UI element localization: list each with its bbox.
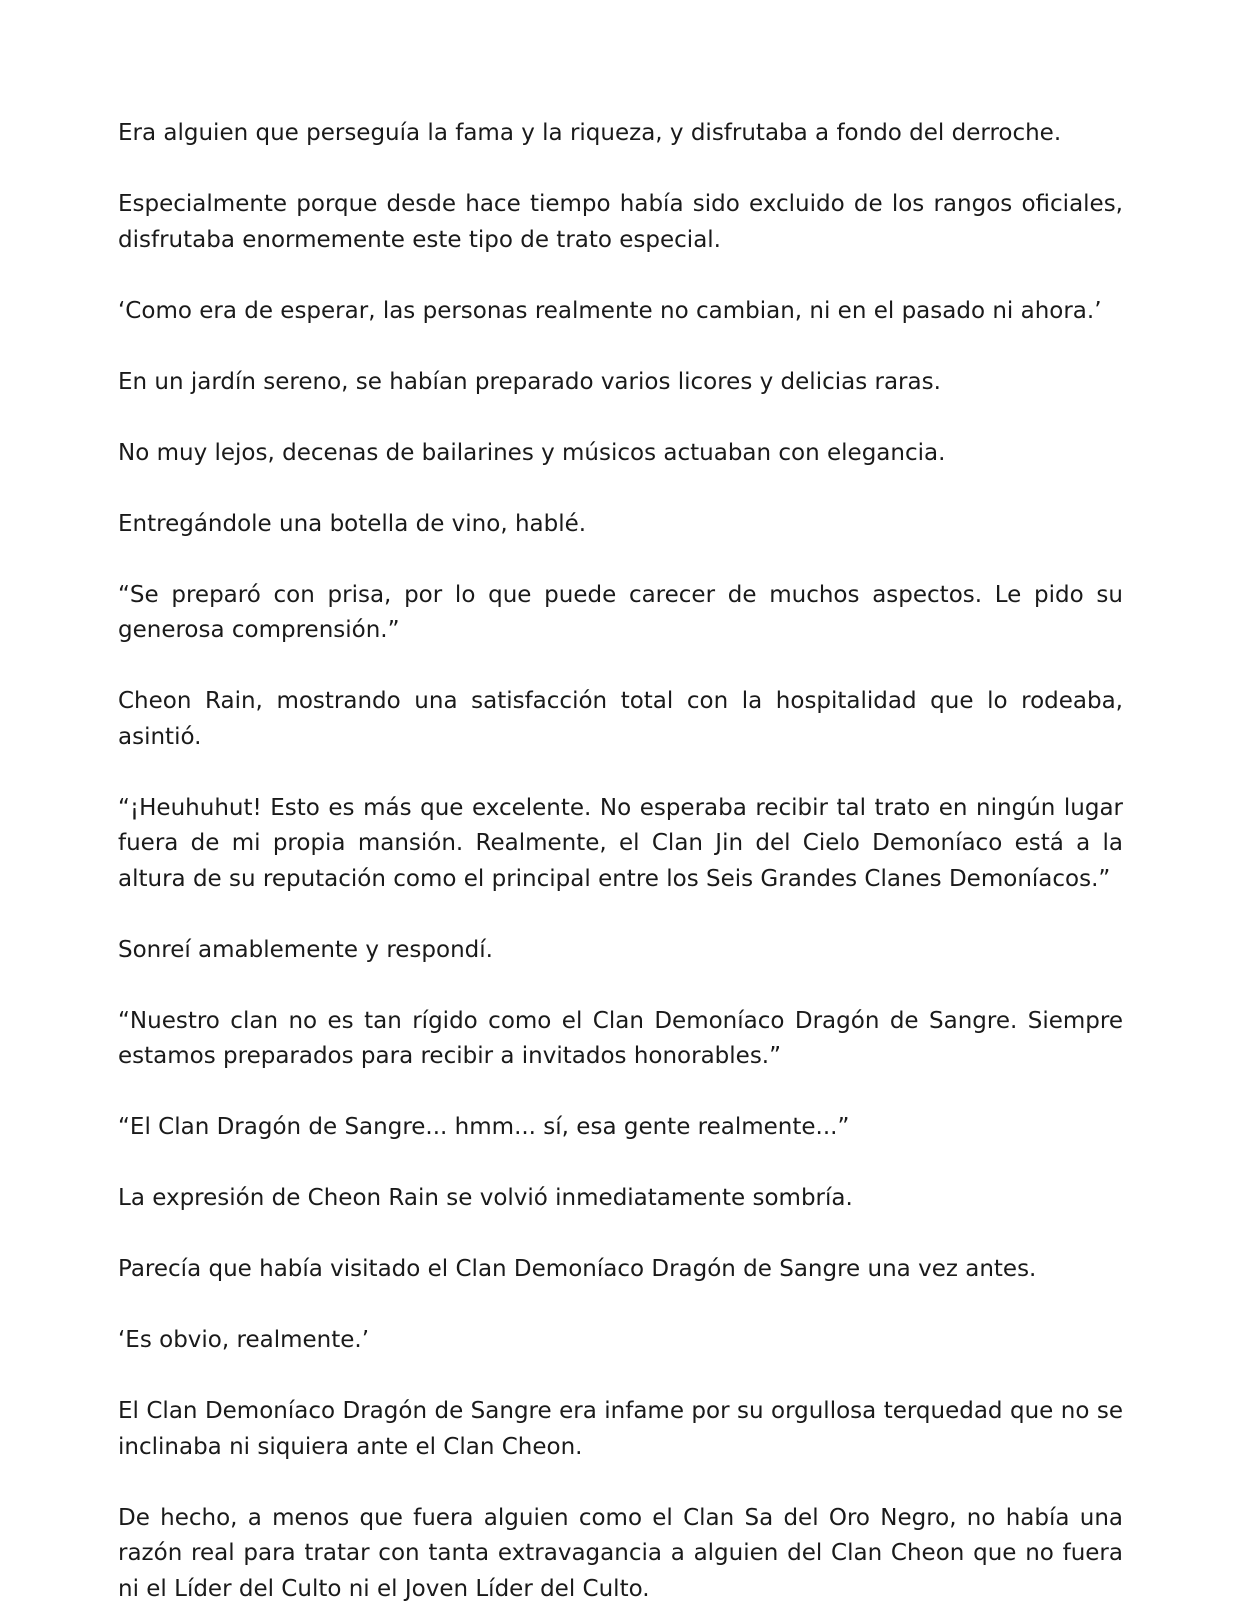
paragraph: “El Clan Dragón de Sangre... hmm... sí, esa gente realmente...” (118, 1114, 850, 1140)
paragraph: Entregándole una botella de vino, hablé. (118, 510, 587, 537)
paragraph: “Nuestro clan no es tan rígido como el Clan Demoníaco Dragón de Sangre. Siempre estamos preparados para recibir a invitados honorables.” (118, 1007, 1123, 1069)
paragraph: No muy lejos, decenas de bailarines y músicos actuaban con elegancia. (118, 439, 946, 466)
paragraph: La expresión de Cheon Rain se volvió inmediatamente sombría. (118, 1185, 853, 1211)
paragraph: Era alguien que perseguía la fama y la riqueza, y disfrutaba a fondo del derroche. (118, 120, 1062, 146)
paragraph: Cheon Rain, mostrando una satisfacción total con la hospitalidad que lo rodeaba, asintió. (118, 688, 1123, 750)
paragraph: ‘Es obvio, realmente.’ (118, 1327, 370, 1353)
paragraph: Sonreí amablemente y respondí. (118, 936, 493, 963)
paragraph: El Clan Demoníaco Dragón de Sangre era infame por su orgullosa terquedad que no se inclinaba ni siquiera ante el Clan Cheon. (118, 1398, 1123, 1460)
paragraph: “Se preparó con prisa, por lo que puede carecer de muchos aspectos. Le pido su generosa comprensión.” (118, 581, 1123, 643)
paragraph: Especialmente porque desde hace tiempo había sido excluido de los rangos oficiales, disfrutaba enormemente este tipo de trato especial. (118, 191, 1123, 253)
paragraph: ‘Como era de esperar, las personas realmente no cambian, ni en el pasado ni ahora.’ (118, 297, 1102, 324)
paragraph: Parecía que había visitado el Clan Demoníaco Dragón de Sangre una vez antes. (118, 1256, 1037, 1282)
document-body (118, 116, 1123, 1607)
paragraph: En un jardín sereno, se habían preparado varios licores y delicias raras. (118, 368, 941, 395)
paragraph: De hecho, a menos que fuera alguien como el Clan Sa del Oro Negro, no había una razón real para tratar con tanta extravagancia a alguien del Clan Cheon que no fuera ni el Líder del Culto ni el Joven Líder del Culto. (118, 1504, 1123, 1602)
paragraph: “¡Heuhuhut! Esto es más que excelente. No esperaba recibir tal trato en ningún lugar fuera de mi propia mansión. Realmente, el Clan Jin del Cielo Demoníaco está a la altura de su reputación como el principal entre los Seis Grandes Clanes Demoníacos.” (118, 794, 1123, 892)
